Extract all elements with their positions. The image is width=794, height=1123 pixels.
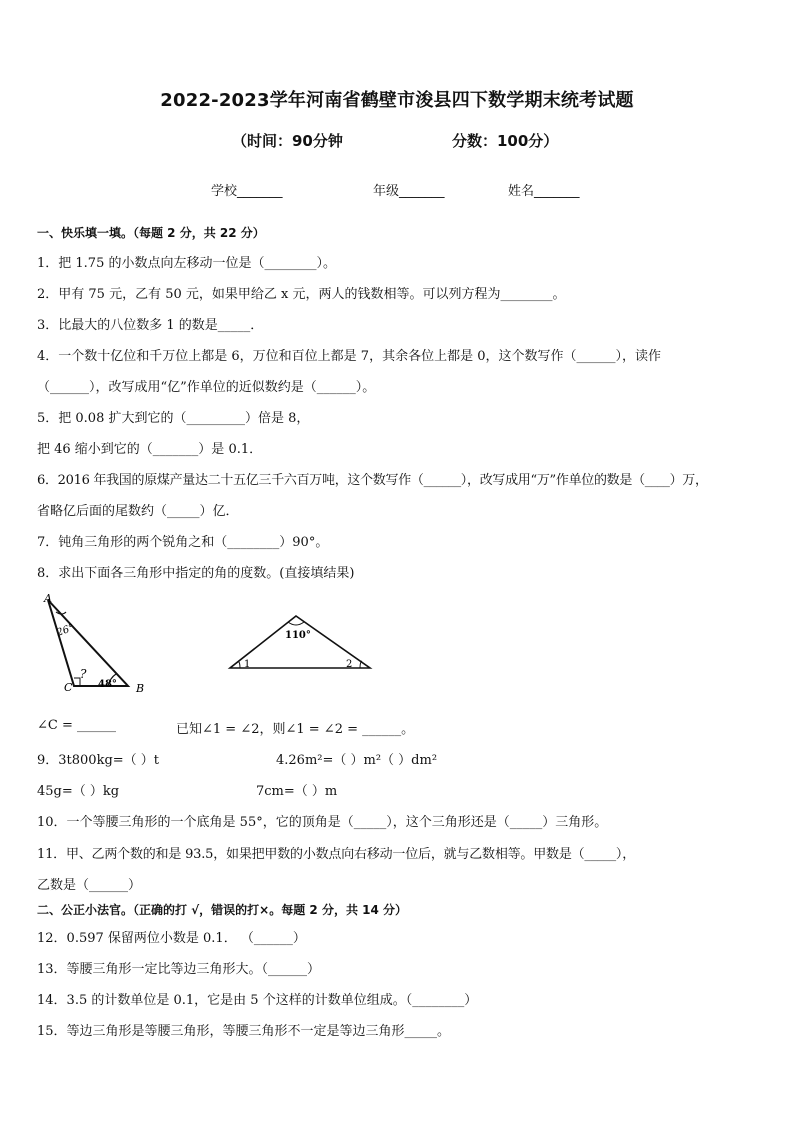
question-6-line-1: 6．2016 年我国的原煤产量达二十五亿三千六百万吨，这个数写作（______），改写成用“万”作单位的数是（____）万， bbox=[37, 473, 708, 488]
question-2: 2．甲有 75 元，乙有 50 元，如果甲给乙 x 元，两人的钱数相等。可以列方程为________。 bbox=[37, 287, 566, 302]
angle-b-label: 48° bbox=[98, 679, 117, 690]
question-9-line-2b: 7cm=（ ）m bbox=[256, 784, 338, 799]
question-8-answer-c: ∠C = ______ bbox=[37, 718, 116, 733]
section-1-heading: 一、快乐填一填。（每题 2 分，共 22 分） bbox=[37, 226, 265, 240]
question-5-line-1: 5．把 0.08 扩大到它的（_________）倍是 8， bbox=[37, 411, 310, 426]
vertex-a-label: A bbox=[44, 592, 52, 605]
page-title: 2022-2023学年河南省鹤壁市浚县四下数学期末统考试题 bbox=[160, 90, 634, 111]
grade-field: 年级_______ bbox=[373, 184, 445, 199]
question-8-answer-12: 已知∠1 = ∠2，则∠1 = ∠2 = ______。 bbox=[176, 722, 415, 737]
exam-score: 分数：100分） bbox=[452, 132, 559, 150]
question-11-line-1: 11．甲、乙两个数的和是 93.5，如果把甲数的小数点向右移动一位后，就与乙数相等。甲数是（_____）， bbox=[37, 847, 636, 862]
question-4-line-2: （______），改写成用“亿”作单位的近似数约是（______）。 bbox=[37, 380, 376, 395]
question-15: 15．等边三角形是等腰三角形，等腰三角形不一定是等边三角形_____。 bbox=[37, 1024, 451, 1039]
angle-1-label: 1 bbox=[244, 659, 251, 670]
question-8: 8．求出下面各三角形中指定的角的度数。(直接填结果) bbox=[37, 566, 355, 581]
triangle-abc-figure bbox=[36, 590, 156, 700]
question-7: 7．钝角三角形的两个锐角之和（________）90°。 bbox=[37, 535, 329, 550]
exam-time: （时间：90分钟 bbox=[232, 132, 343, 150]
question-13: 13．等腰三角形一定比等边三角形大。（______） bbox=[37, 962, 321, 977]
question-4-line-1: 4．一个数十亿位和千万位上都是 6，万位和百位上都是 7，其余各位上都是 0，这个数写作（______），读作 bbox=[37, 349, 661, 364]
question-14: 14．3.5 的计数单位是 0.1，它是由 5 个这样的计数单位组成。（________） bbox=[37, 993, 478, 1008]
question-1: 1．把 1.75 的小数点向左移动一位是（________）。 bbox=[37, 256, 336, 271]
question-3: 3．比最大的八位数多 1 的数是_____． bbox=[37, 318, 264, 333]
angle-110-label: 110° bbox=[285, 630, 311, 641]
angle-a-label: 26° bbox=[55, 622, 76, 639]
vertex-b-label: B bbox=[136, 682, 145, 695]
name-field: 姓名_______ bbox=[508, 184, 580, 199]
question-12: 12．0.597 保留两位小数是 0.1． （______） bbox=[37, 931, 306, 946]
angle-2-label: 2 bbox=[346, 659, 353, 670]
question-11-line-2: 乙数是（______） bbox=[37, 878, 142, 893]
question-9-line-2a: 45g=（ ）kg bbox=[37, 784, 120, 799]
question-5-line-2: 把 46 缩小到它的（_______）是 0.1． bbox=[37, 442, 263, 457]
question-10: 10．一个等腰三角形的一个底角是 55°，它的顶角是（_____），这个三角形还是（_____）三角形。 bbox=[37, 815, 608, 830]
section-2-heading: 二、公正小法官。（正确的打 √，错误的打×。每题 2 分，共 14 分） bbox=[37, 903, 407, 917]
question-9-line-1a: 9．3t800kg=（ ）t bbox=[37, 753, 160, 768]
vertex-c-label: C bbox=[64, 681, 73, 694]
unknown-angle-label: ? bbox=[80, 667, 87, 681]
question-9-line-1b: 4.26m²=（ ）m²（ ）dm² bbox=[276, 753, 438, 768]
triangle-110-figure bbox=[226, 610, 376, 672]
question-6-line-2: 省略亿后面的尾数约（_____）亿． bbox=[37, 504, 239, 519]
school-field: 学校_______ bbox=[211, 184, 283, 199]
